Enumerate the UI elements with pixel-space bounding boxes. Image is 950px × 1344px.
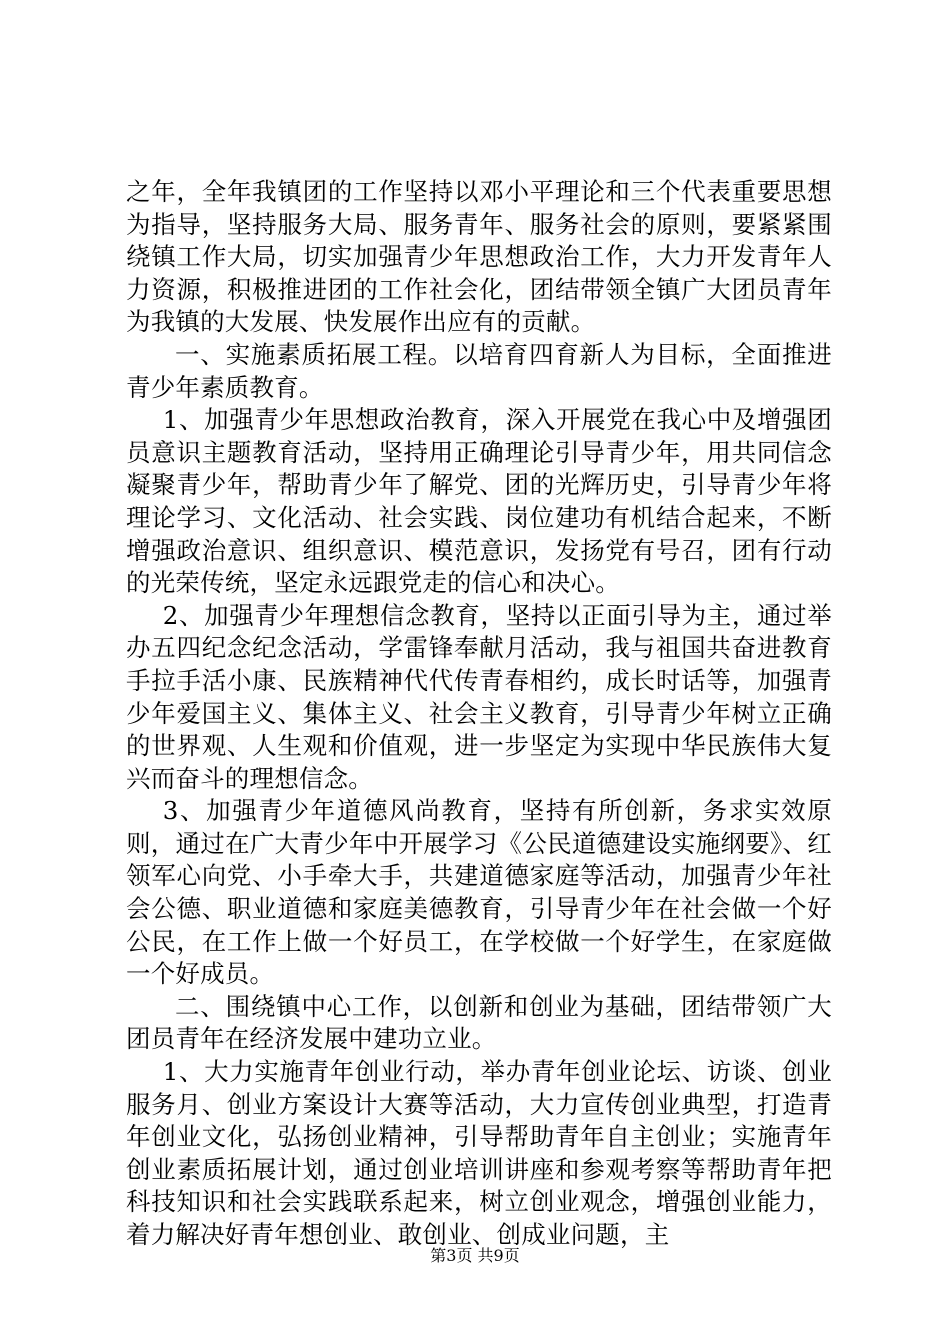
page-number-footer: 第3页 共9页 bbox=[430, 1246, 520, 1265]
paragraph-item-3: 3、加强青少年道德风尚教育，坚持有所创新，务求实效原则，通过在广大青少年中开展学习《公民道德建设实施纲要》、红领军心向党、小手牵大手，共建道德家庭等活动，加强青少年社会公德、职业道德和家庭美德教育，引导青少年在社会做一个好公民，在工作上做一个好员工，在学校做一个好学生，在家庭做一个好成员。 bbox=[126, 796, 832, 989]
document-body bbox=[126, 176, 832, 1252]
paragraph-item-2: 2、加强青少年理想信念教育，坚持以正面引导为主，通过举办五四纪念纪念活动，学雷锋奉献月活动，我与祖国共奋进教育手拉手活小康、民族精神代代传青春相约，成长时话等，加强青少年爱国主义、集体主义、社会主义教育，引导青少年树立正确的世界观、人生观和价值观，进一步坚定为实现中华民族伟大复兴而奋斗的理想信念。 bbox=[126, 600, 832, 793]
paragraph-item-4: 1、大力实施青年创业行动，举办青年创业论坛、访谈、创业服务月、创业方案设计大赛等活动，大力宣传创业典型，打造青年创业文化，弘扬创业精神，引导帮助青年自主创业；实施青年创业素质拓展计划，通过创业培训讲座和参观考察等帮助青年把科技知识和社会实践联系起来，树立创业观念，增强创业能力，着力解决好青年想创业、敢创业、创成业问题，主 bbox=[126, 1057, 832, 1249]
paragraph-item-1: 1、加强青少年思想政治教育，深入开展党在我心中及增强团员意识主题教育活动，坚持用正确理论引导青少年，用共同信念凝聚青少年，帮助青少年了解党、团的光辉历史，引导青少年将理论学习、文化活动、社会实践、岗位建功有机结合起来，不断增强政治意识、组织意识、模范意识，发扬党有号召，团有行动的光荣传统，坚定永远跟党走的信心和决心。 bbox=[126, 405, 832, 598]
section-heading-2: 二、围绕镇中心工作，以创新和创业为基础，团结带领广大团员青年在经济发展中建功立业。 bbox=[126, 991, 832, 1054]
section-heading-1: 一、实施素质拓展工程。以培育四育新人为目标，全面推进青少年素质教育。 bbox=[126, 339, 832, 402]
paragraph-continuation: 之年，全年我镇团的工作坚持以邓小平理论和三个代表重要思想为指导，坚持服务大局、服务青年、服务社会的原则，要紧紧围绕镇工作大局，切实加强青少年思想政治工作，大力开发青年人力资源，积极推进团的工作社会化，团结带领全镇广大团员青年为我镇的大发展、快发展作出应有的贡献。 bbox=[126, 177, 832, 337]
